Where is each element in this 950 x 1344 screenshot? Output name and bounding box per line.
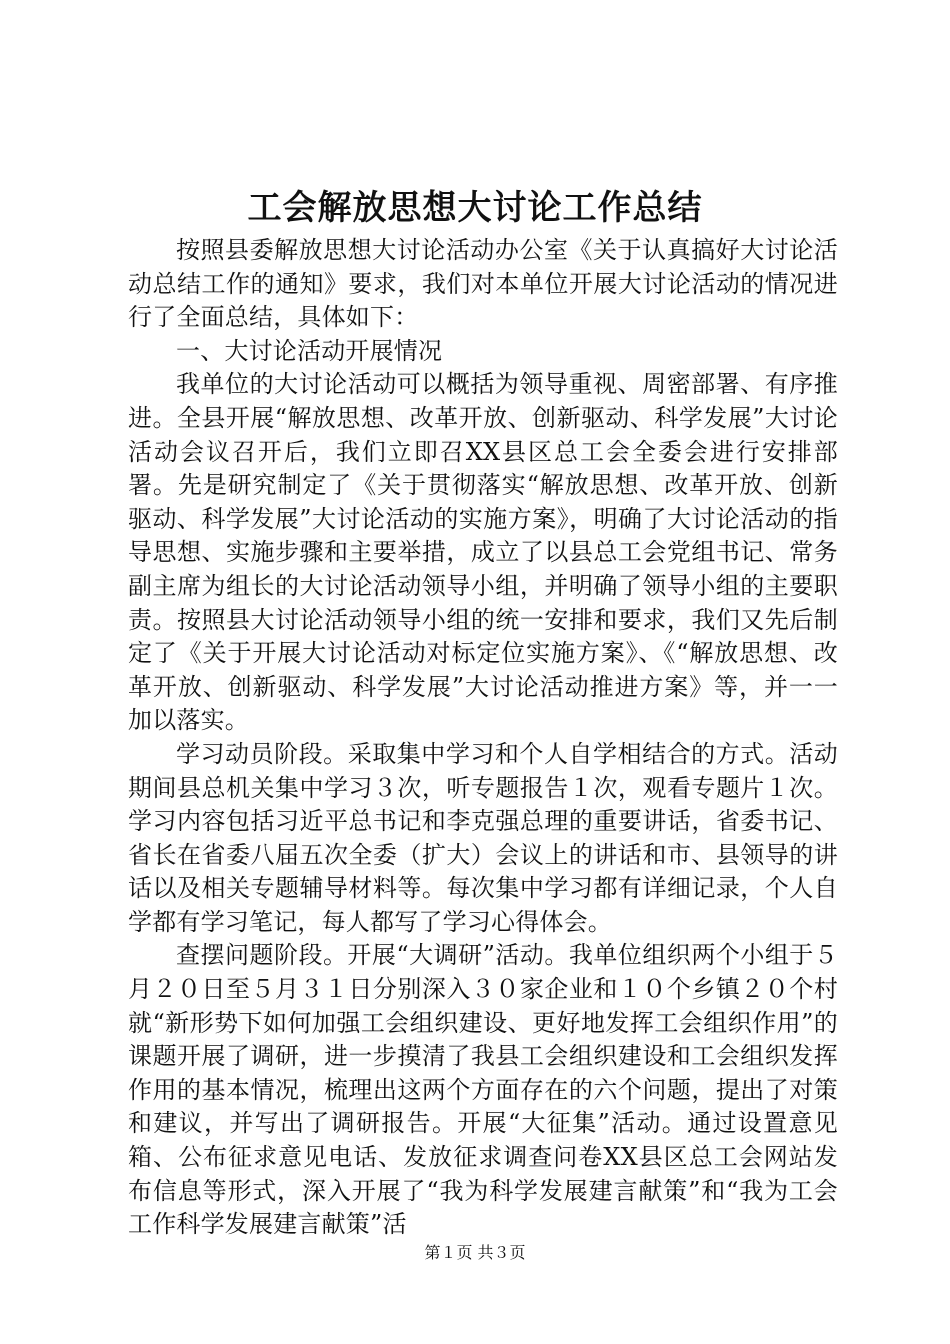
- section-heading: 一、大讨论活动开展情况: [176, 336, 443, 365]
- overview-paragraph: 我单位的大讨论活动可以概括为领导重视、周密部署、有序推进。全县开展“解放思想、改革开放、创新驱动、科学发展”大讨论活动会议召开后，我们立即召XX县区总工会全委会进行安排部署。先是研究制定了《关于贯彻落实“解放思想、改革开放、创新驱动、科学发展”大讨论活动的实施方案》，明确了大讨论活动的指导思想、实施步骤和主要举措，成立了以县总工会党组书记、常务副主席为组长的大讨论活动领导小组，并明确了领导小组的主要职责。按照县大讨论活动领导小组的统一安排和要求，我们又先后制定了《关于开展大讨论活动对标定位实施方案》、《“解放思想、改革开放、创新驱动、科学发展”大讨论活动推进方案》等，并一一加以落实。: [128, 370, 838, 735]
- document-title: 工会解放思想大讨论工作总结: [247, 188, 703, 228]
- document-body: [128, 234, 838, 1242]
- study-stage-paragraph: 学习动员阶段。采取集中学习和个人自学相结合的方式。活动期间县总机关集中学习３次，听专题报告１次，观看专题片１次。学习内容包括习近平总书记和李克强总理的重要讲话，省委书记、省长在省委八届五次全委（扩大）会议上的讲话和市、县领导的讲话以及相关专题辅导材料等。每次集中学习都有详细记录，个人自学都有学习笔记，每人都写了学习心得体会。: [128, 739, 838, 936]
- intro-paragraph: 按照县委解放思想大讨论活动办公室《关于认真搞好大讨论活动总结工作的通知》要求，我们对本单位开展大讨论活动的情况进行了全面总结，具体如下：: [128, 236, 838, 332]
- page-footer: 第１页 共３页: [424, 1243, 526, 1262]
- problem-stage-paragraph: 查摆问题阶段。开展“大调研”活动。我单位组织两个小组于５月２０日至５月３１日分别深入３０家企业和１０个乡镇２０个村就“新形势下如何加强工会组织建设、更好地发挥工会组织作用”的课题开展了调研，进一步摸清了我县工会组织建设和工会组织发挥作用的基本情况，梳理出这两个方面存在的六个问题，提出了对策和建议，并写出了调研报告。开展“大征集”活动。通过设置意见箱、公布征求意见电话、发放征求调查问卷XX县区总工会网站发布信息等形式，深入开展了“我为科学发展建言献策”和“我为工会工作科学发展建言献策”活: [128, 941, 838, 1239]
